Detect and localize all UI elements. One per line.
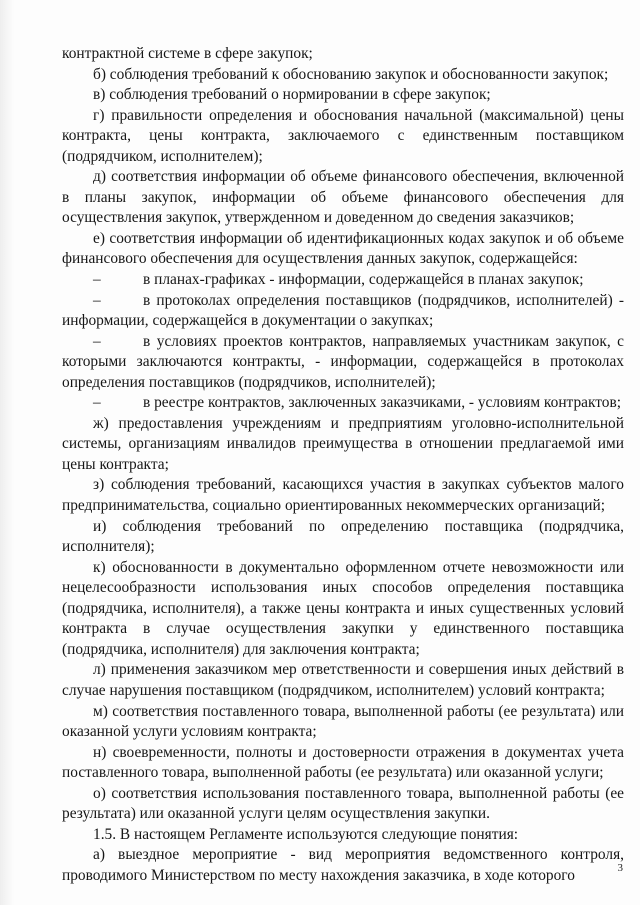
list-item-text: в протоколах определения поставщиков (подрядчиков, исполнителей) - информации, содержащейся в документации о закупках; xyxy=(62,291,624,330)
paragraph-p09 xyxy=(62,332,624,394)
list-dash: – xyxy=(93,332,101,350)
paragraph-p12: з) соблюдения требований, касающихся участия в закупках субъектов малого предпринимательства, социально ориентированных некоммерческих организаций; xyxy=(62,476,624,515)
page-number: 3 xyxy=(617,862,623,874)
paragraph-p11: ж) предоставления учреждениям и предприятиям уголовно-исполнительной системы, организациям инвалидов преимущества в отношении предлагаемой ими цены контракта; xyxy=(62,414,624,473)
paragraph-p13: и) соблюдения требований по определению поставщика (подрядчика, исполнителя); xyxy=(62,517,624,556)
paragraph-p06: е) соответствия информации об идентификационных кодах закупок и об объеме финансового обеспечения для осуществления данных закупок, содержащейся: xyxy=(62,229,624,268)
paragraph-p16: м) соответствия поставленного товара, выполненной работы (ее результата) или оказанной услуги условиям контракта; xyxy=(62,702,624,741)
list-dash: – xyxy=(93,394,101,412)
document-body xyxy=(62,44,624,886)
paragraph-p02: б) соблюдения требований к обоснованию закупок и обоснованности закупок; xyxy=(93,65,609,83)
paragraph-p20: а) выездное мероприятие - вид мероприятия ведомственного контроля, проводимого Министерством по месту нахождения заказчика, в ходе которого xyxy=(62,846,624,884)
paragraph-p15: л) применения заказчиком мер ответственности и совершения иных действий в случае нарушения поставщиком (подрядчиком, исполнителем) условий контракта; xyxy=(62,661,624,699)
paragraph-p14: к) обоснованности в документально оформленном отчете невозможности или нецелесообразности использования иных способов определения поставщика (подрядчика, исполнителя), а также цены контракта и иных существенных условий контракта в случае осуществления закупки у единственного поставщика (подрядчика, исполнителя) для заключения контракта; xyxy=(62,558,624,658)
paragraph-p05: д) соответствия информации об объеме финансового обеспечения, включенной в планы закупок, информации об объеме финансового обеспечения для осуществления закупок, утвержденном и доведенном до сведения заказчиков; xyxy=(62,168,624,227)
paragraph-p08 xyxy=(62,291,624,332)
list-item-text: в планах-графиках - информации, содержащейся в планах закупок; xyxy=(143,271,584,289)
paragraph-p19: 1.5. В настоящем Регламенте используются следующие понятия: xyxy=(93,825,519,843)
paragraph-p03: в) соблюдения требований о нормировании в сфере закупок; xyxy=(93,86,491,104)
list-dash: – xyxy=(93,291,101,309)
list-dash: – xyxy=(93,271,101,289)
list-item-text: в реестре контрактов, заключенных заказчиками, - условиям контрактов; xyxy=(143,394,622,412)
paragraph-p18: о) соответствия использования поставленного товара, выполненной работы (ее результата) или оказанной услуги целям осуществления закупки. xyxy=(62,784,624,823)
paragraph-p17: н) своевременности, полноты и достоверности отражения в документах учета поставленного товара, выполненной работы (ее результата) или оказанной услуги; xyxy=(62,743,624,782)
paragraph-p07 xyxy=(62,270,624,291)
paragraph-p01: контрактной системе в сфере закупок; xyxy=(62,45,313,62)
paragraph-p10 xyxy=(62,393,624,414)
paragraph-p04: г) правильности определения и обоснования начальной (максимальной) цены контракта, цены контракта, заключаемого с единственным поставщиком (подрядчиком, исполнителем); xyxy=(62,106,624,165)
list-item-text: в условиях проектов контрактов, направляемых участникам закупок, с которыми заключаются контракты, - информации, содержащейся в протоколах определения поставщиков (подрядчиков, исполнителей); xyxy=(62,332,624,391)
